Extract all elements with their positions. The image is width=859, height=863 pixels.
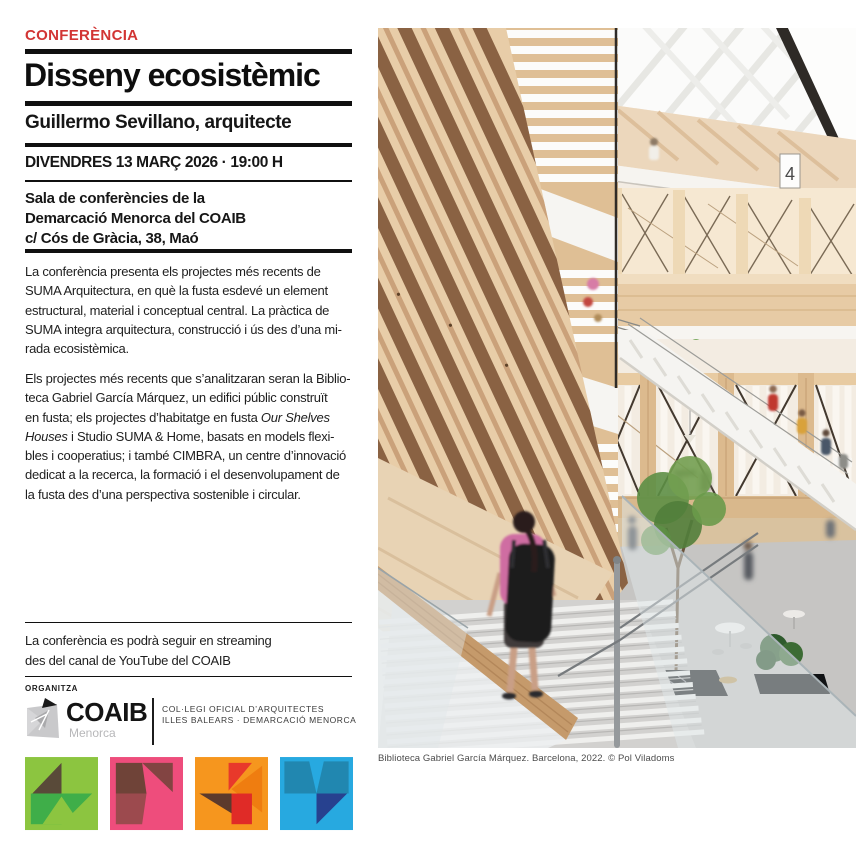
coaib-mark-orange: [195, 757, 268, 833]
event-datetime: DIVENDRES 13 MARÇ 2026 · 19:00 H: [25, 154, 283, 171]
venue-line: Sala de conferències de la: [25, 190, 205, 207]
coaib-mark-blue: [280, 757, 353, 833]
kicker-conferencia: CONFERÈNCIA: [25, 27, 139, 44]
coaib-acronym: COAIB: [66, 697, 148, 727]
paragraph-2: [25, 369, 350, 504]
divider-rule-thin: [25, 676, 352, 677]
coaib-place: Menorca: [69, 726, 116, 740]
body-line: Houses i Studio SUMA & Home, basats en models flexi-: [25, 428, 335, 444]
paragraph-1: [25, 262, 342, 358]
body-line: SUMA Arquitectura, en què la fusta esdevé un element: [25, 283, 328, 299]
brand-squares: [25, 757, 353, 833]
divider-rule-thin: [25, 622, 352, 623]
project-title-italic: Our Shelves: [260, 409, 330, 425]
coaib-org-line: ILLES BALEARS · DEMARCACIÓ MENORCA: [162, 715, 357, 725]
venue-block: [25, 189, 246, 249]
organitza-label: ORGANITZA: [25, 684, 78, 693]
page-title: Disseny ecosistèmic: [24, 57, 320, 93]
body-line: bles i cooperatius; i també CIMBRA, un centre d’innovació: [25, 448, 347, 464]
streaming-line: des del canal de YouTube del COAIB: [25, 653, 231, 668]
body-line: dedicat a la recerca, la formació i el desenvolupament de: [25, 467, 340, 483]
divider-rule: [25, 101, 352, 106]
project-title-italic: Houses: [25, 428, 68, 444]
coaib-bird-icon: [25, 696, 65, 742]
body-line: Els projectes més recents que s’analitzaran seran la Biblio-: [25, 371, 351, 386]
divider-rule: [25, 143, 352, 147]
body-line: en fusta; els projectes d’habitatge en fusta Our Shelves: [25, 409, 330, 425]
divider-rule: [25, 180, 352, 182]
divider-rule: [25, 49, 352, 54]
logo-divider: [152, 698, 154, 745]
venue-line: Demarcació Menorca del COAIB: [25, 210, 246, 227]
photo-caption: Biblioteca Gabriel García Márquez. Barcelona, 2022. © Pol Viladoms: [378, 753, 675, 764]
streaming-note: [25, 631, 272, 671]
body-line: SUMA integra arquitectura, construcció i ús des d’una mi-: [25, 321, 342, 337]
speaker-name: Guillermo Sevillano, arquitecte: [25, 112, 292, 133]
body-line: teca Gabriel García Márquez, un edifici públic construït: [25, 390, 328, 406]
level-sign-number: 4: [785, 164, 796, 184]
coaib-mark-pink: [110, 757, 183, 833]
library-photo: [378, 28, 856, 748]
coaib-org-line: COL·LEGI OFICIAL D’ARQUITECTES: [162, 704, 325, 714]
coaib-mark-green: [25, 757, 98, 833]
coaib-org-name: [162, 704, 356, 726]
streaming-line: La conferència es podrà seguir en streaming: [25, 633, 272, 648]
venue-line: c/ Cós de Gràcia, 38, Maó: [25, 230, 199, 247]
body-line: La conferència presenta els projectes més recents de: [25, 264, 321, 279]
body-line: la fusta des d’una perspectiva sostenible i circular.: [25, 486, 301, 502]
divider-rule: [25, 249, 352, 253]
body-line: rada ecosistèmica.: [25, 341, 129, 357]
body-line: estructural, material i conceptual central. La pràctica de: [25, 302, 330, 318]
